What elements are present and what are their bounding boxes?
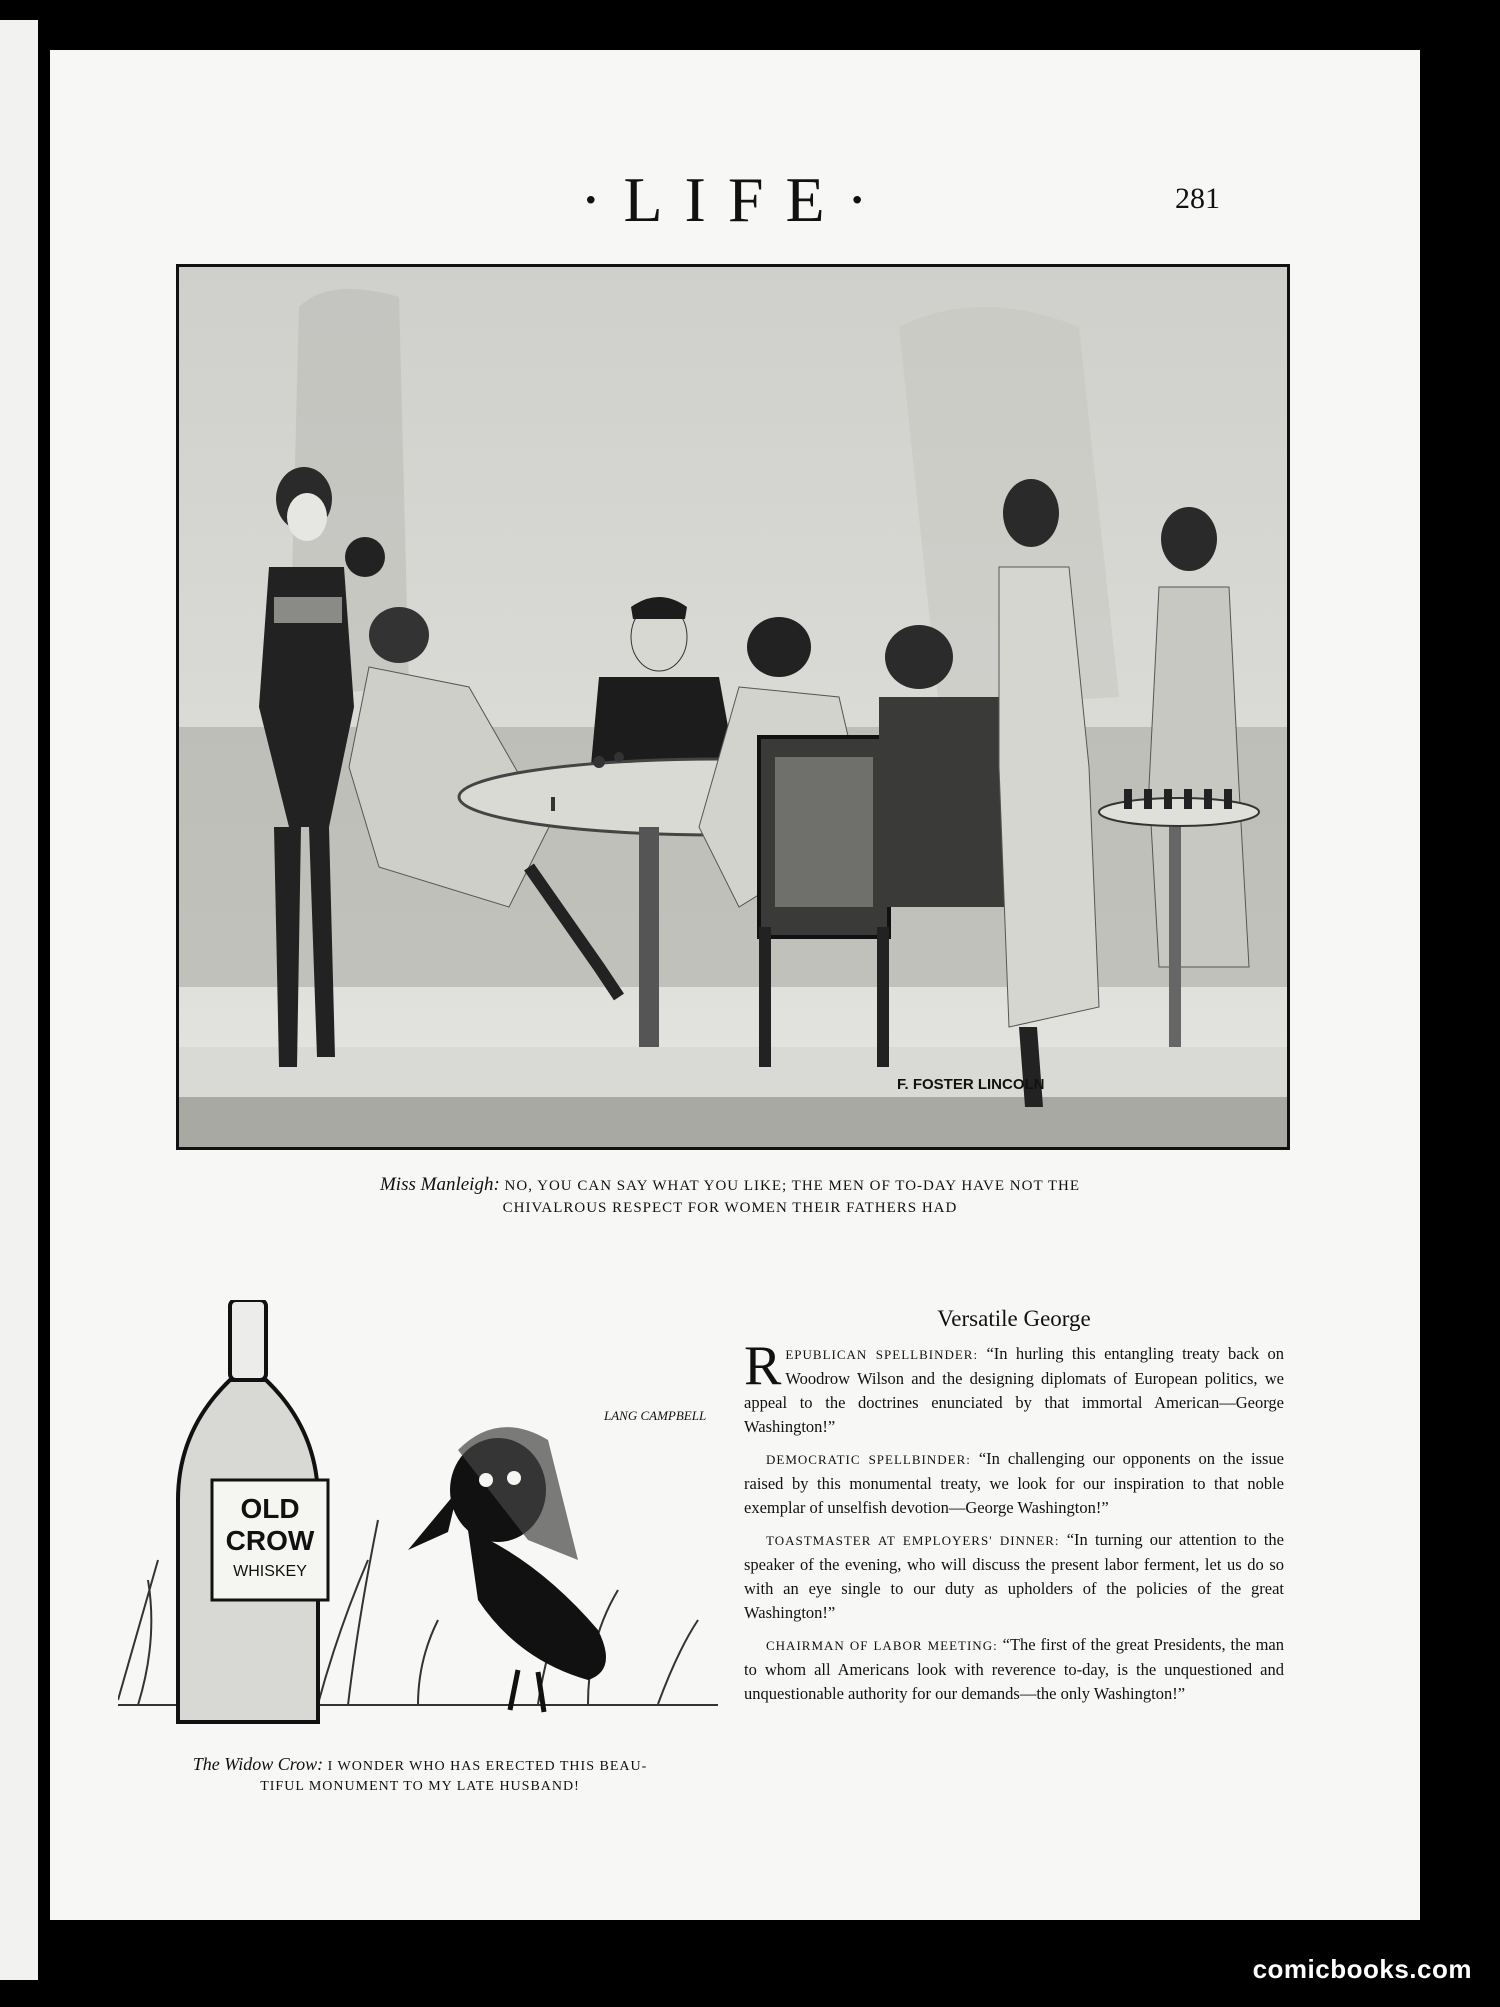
article-paragraph [744, 1335, 1284, 1439]
paragraph-speaker: EPUBLICAN SPELLBINDER: [785, 1347, 979, 1362]
article-title: Versatile George [937, 1306, 1091, 1331]
drop-cap: R [744, 1335, 782, 1397]
main-illustration [176, 264, 1290, 1150]
whiskey-bottle [178, 1300, 328, 1722]
paragraph-speaker: DEMOCRATIC SPELLBINDER: [766, 1452, 971, 1467]
article-paragraph [744, 1633, 1284, 1706]
illustration-signature: F. FOSTER LINCOLN [897, 1076, 1045, 1093]
paragraph-text: “In challenging our opponents on the issue raised by this monumental treaty, we look for our inspiration to that noble exemplar of unselfish devotion—George Washington!” [744, 1449, 1284, 1517]
masthead-title: ·LIFE· [580, 164, 890, 235]
party-scene-drawing [179, 267, 1287, 1147]
page-number: 281 [1175, 182, 1220, 215]
crow-cartoon [118, 1300, 718, 1742]
crow-cartoon-drawing [118, 1300, 718, 1742]
bottle-label-whiskey: WHISKEY [233, 1563, 307, 1580]
article-paragraph [744, 1447, 1284, 1520]
article-paragraph [744, 1528, 1284, 1625]
paragraph-text: “In turning our attention to the speaker of the evening, who will discuss the present labor ferment, let us do so with an eye single to our duty as upholders of the policies of the great Washington!” [744, 1530, 1285, 1622]
paragraph-speaker: TOASTMASTER AT EMPLOYERS' DINNER: [766, 1533, 1060, 1548]
adjacent-page-edge [0, 20, 38, 1980]
caption-line-1: NO, YOU CAN SAY WHAT YOU LIKE; THE MEN OF TO-DAY HAVE NOT THE [504, 1178, 1080, 1194]
site-watermark: comicbooks.com [1252, 1954, 1472, 1984]
crow-caption-line-2: TIFUL MONUMENT TO MY LATE HUSBAND! [260, 1779, 580, 1794]
crow-caption-line-1: I WONDER WHO HAS ERECTED THIS BEAU- [327, 1759, 648, 1774]
bottle-label-old: OLD [240, 1493, 300, 1524]
crow-cartoon-signature: LANG CAMPBELL [604, 1408, 707, 1423]
bottle-label-crow: CROW [225, 1525, 315, 1556]
crow-caption-speaker: The Widow Crow: [192, 1754, 324, 1774]
widow-crow [408, 1427, 606, 1712]
magazine-page [50, 50, 1420, 1920]
paragraph-text: “The first of the great Presidents, the man to whom all Americans look with reverence to-day, is the unquestioned and unquestionable authority for our demands—the only Washington!” [744, 1635, 1285, 1703]
main-illustration-caption [250, 1174, 1210, 1219]
caption-line-2: CHIVALROUS RESPECT FOR WOMEN THEIR FATHERS HAD [502, 1200, 958, 1216]
caption-speaker: Miss Manleigh: [379, 1174, 500, 1195]
paragraph-speaker: CHAIRMAN OF LABOR MEETING: [766, 1638, 998, 1653]
paragraph-text: “In hurling this entangling treaty back on Woodrow Wilson and the designing diplomats of European politics, we appeal to the doctrines enunciated by that immortal American—George Washington!” [744, 1344, 1284, 1436]
article-versatile-george [744, 1306, 1284, 1714]
crow-cartoon-caption [130, 1754, 710, 1797]
